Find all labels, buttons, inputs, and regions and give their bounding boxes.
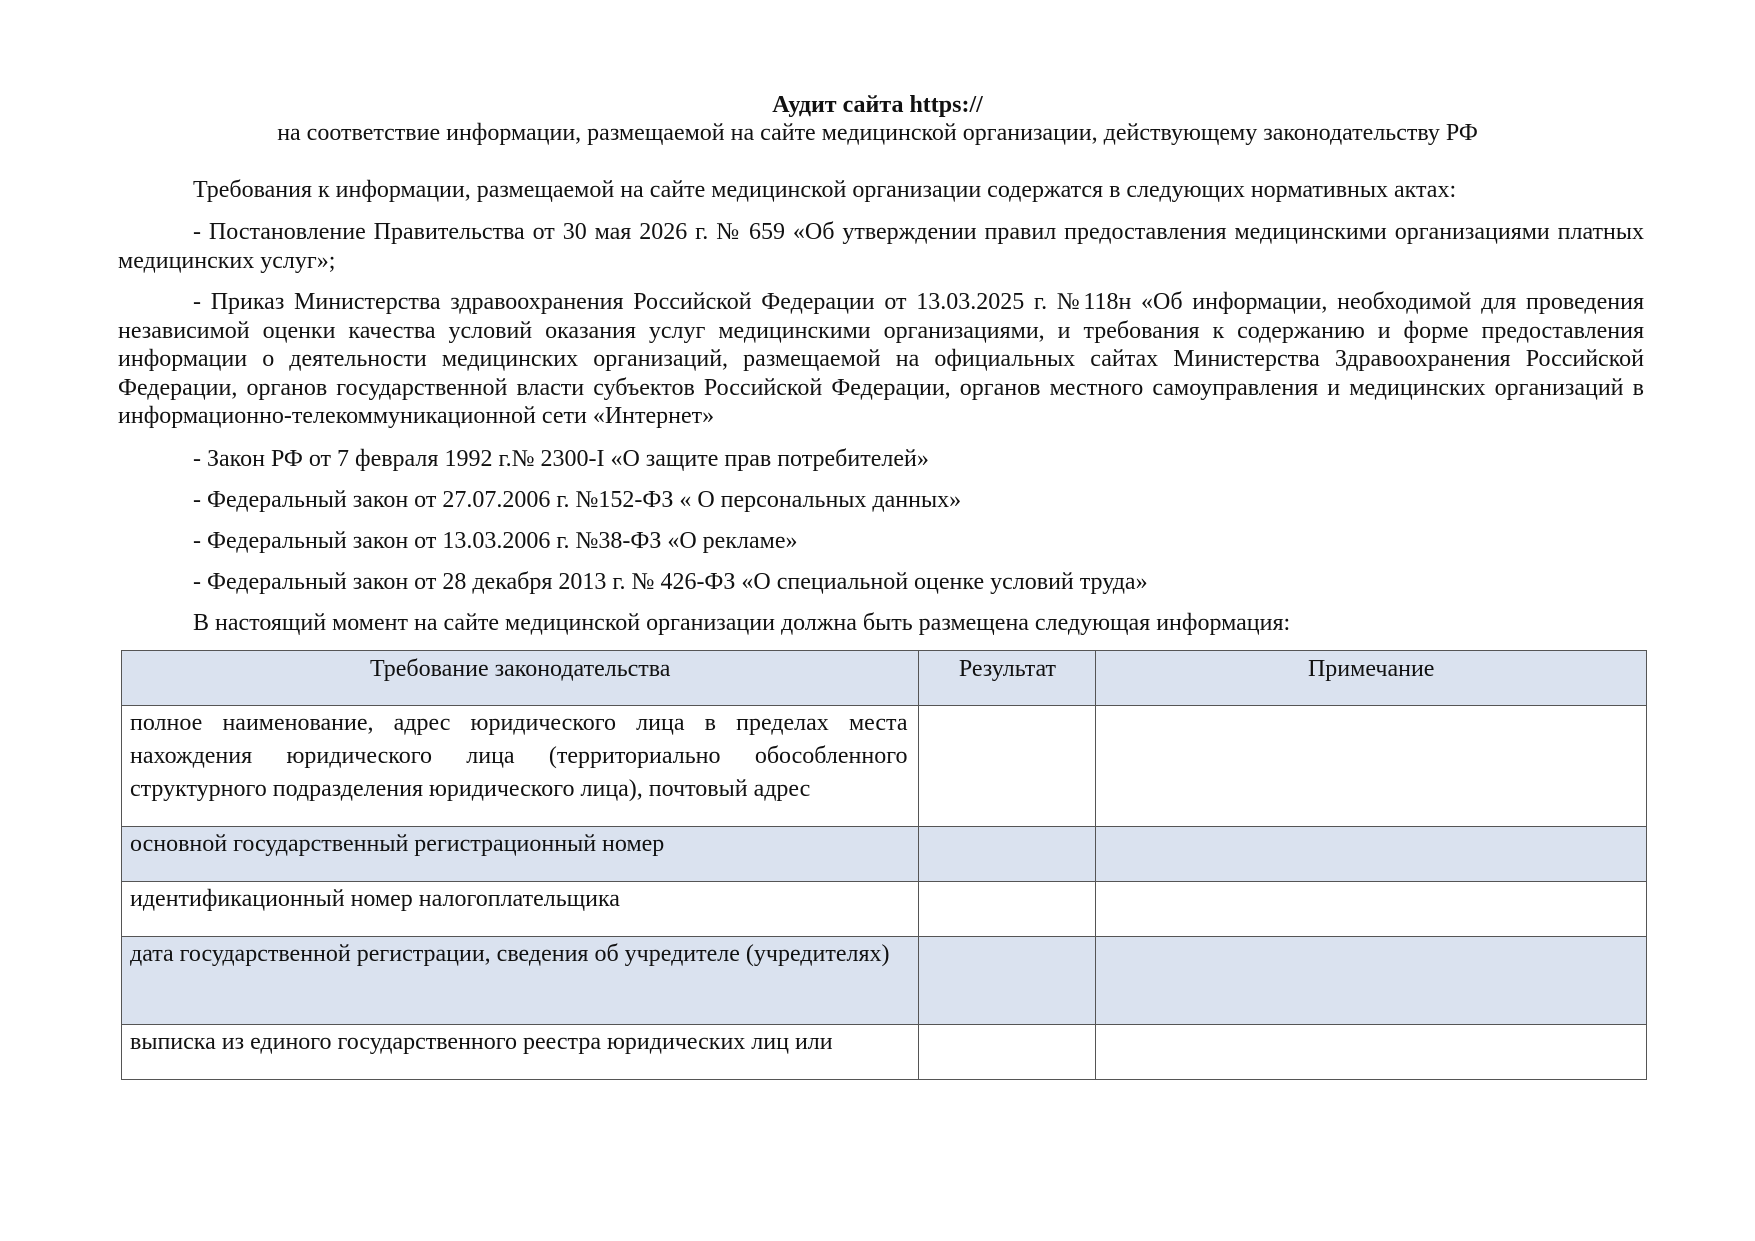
- act-item-labor-conditions-law: - Федеральный закон от 28 декабря 2013 г. № 426-ФЗ «О специальной оценке условий труда»: [193, 569, 1148, 595]
- requirement-cell: [122, 706, 919, 827]
- table-row: [122, 882, 1647, 937]
- requirement-text: дата государственной регистрации, сведения об учредителе (учредителях): [130, 941, 890, 967]
- act-item-government-decree: - Постановление Правительства от 30 мая 2026 г. № 659 «Об утверждении правил предоставления медицинскими организациями платных медицинских услуг»;: [118, 219, 1644, 274]
- note-cell[interactable]: [1096, 827, 1647, 882]
- requirements-table: [121, 650, 1647, 1080]
- result-cell[interactable]: [919, 882, 1096, 937]
- document-subtitle: на соответствие информации, размещаемой на сайте медицинской организации, действующему законодательству РФ: [277, 120, 1478, 146]
- table-header-row: [122, 651, 1647, 706]
- requirement-text: идентификационный номер налогоплательщика: [130, 886, 620, 912]
- act-item-advertising-law: - Федеральный закон от 13.03.2006 г. №38-ФЗ «О рекламе»: [193, 528, 798, 554]
- requirement-text: полное наименование, адрес юридического лица в пределах места нахождения юридического лица (территориально обособленного структурного подразделения юридического лица), почтовый адрес: [130, 710, 908, 802]
- header-requirement: Требование законодательства: [122, 651, 919, 706]
- document-title: Аудит сайта https://: [772, 92, 983, 118]
- note-cell[interactable]: [1096, 882, 1647, 937]
- requirement-cell: [122, 827, 919, 882]
- requirement-cell: [122, 1025, 919, 1080]
- intro-paragraph: Требования к информации, размещаемой на сайте медицинской организации содержатся в следующих нормативных актах:: [193, 177, 1457, 203]
- table-row: [122, 827, 1647, 882]
- result-cell[interactable]: [919, 937, 1096, 1025]
- table-row: [122, 706, 1647, 827]
- requirement-text: выписка из единого государственного реестра юридических лиц или: [130, 1029, 833, 1055]
- header-note: Примечание: [1096, 651, 1647, 706]
- result-cell[interactable]: [919, 827, 1096, 882]
- requirement-cell: [122, 937, 919, 1025]
- act-item-health-ministry-order: - Приказ Министерства здравоохранения Российской Федерации от 13.03.2025 г. №118н «Об информации, необходимой для проведения независимой оценки качества условий оказания услуг медицинскими организациями, и требования к содержанию и форме предоставления информации о деятельности медицинских организаций, размещаемой на официальных сайтах Министерства Здравоохранения Российской Федерации, органов государственной власти субъектов Российской Федерации, органов местного самоуправления и медицинских организаций в информационно-телекоммуникационной сети «Интернет»: [118, 289, 1644, 429]
- note-cell[interactable]: [1096, 1025, 1647, 1080]
- act-item-personal-data-law: - Федеральный закон от 27.07.2006 г. №152-ФЗ « О персональных данных»: [193, 487, 962, 513]
- header-result: Результат: [919, 651, 1096, 706]
- result-cell[interactable]: [919, 706, 1096, 827]
- result-cell[interactable]: [919, 1025, 1096, 1080]
- table-row: [122, 1025, 1647, 1080]
- requirement-cell: [122, 882, 919, 937]
- act-item-consumer-rights-law: - Закон РФ от 7 февраля 1992 г.№ 2300-I «О защите прав потребителей»: [193, 446, 929, 472]
- note-cell[interactable]: [1096, 706, 1647, 827]
- note-cell[interactable]: [1096, 937, 1647, 1025]
- table-row: [122, 937, 1647, 1025]
- requirement-text: основной государственный регистрационный номер: [130, 831, 665, 857]
- outro-paragraph: В настоящий момент на сайте медицинской организации должна быть размещена следующая информация:: [193, 610, 1291, 636]
